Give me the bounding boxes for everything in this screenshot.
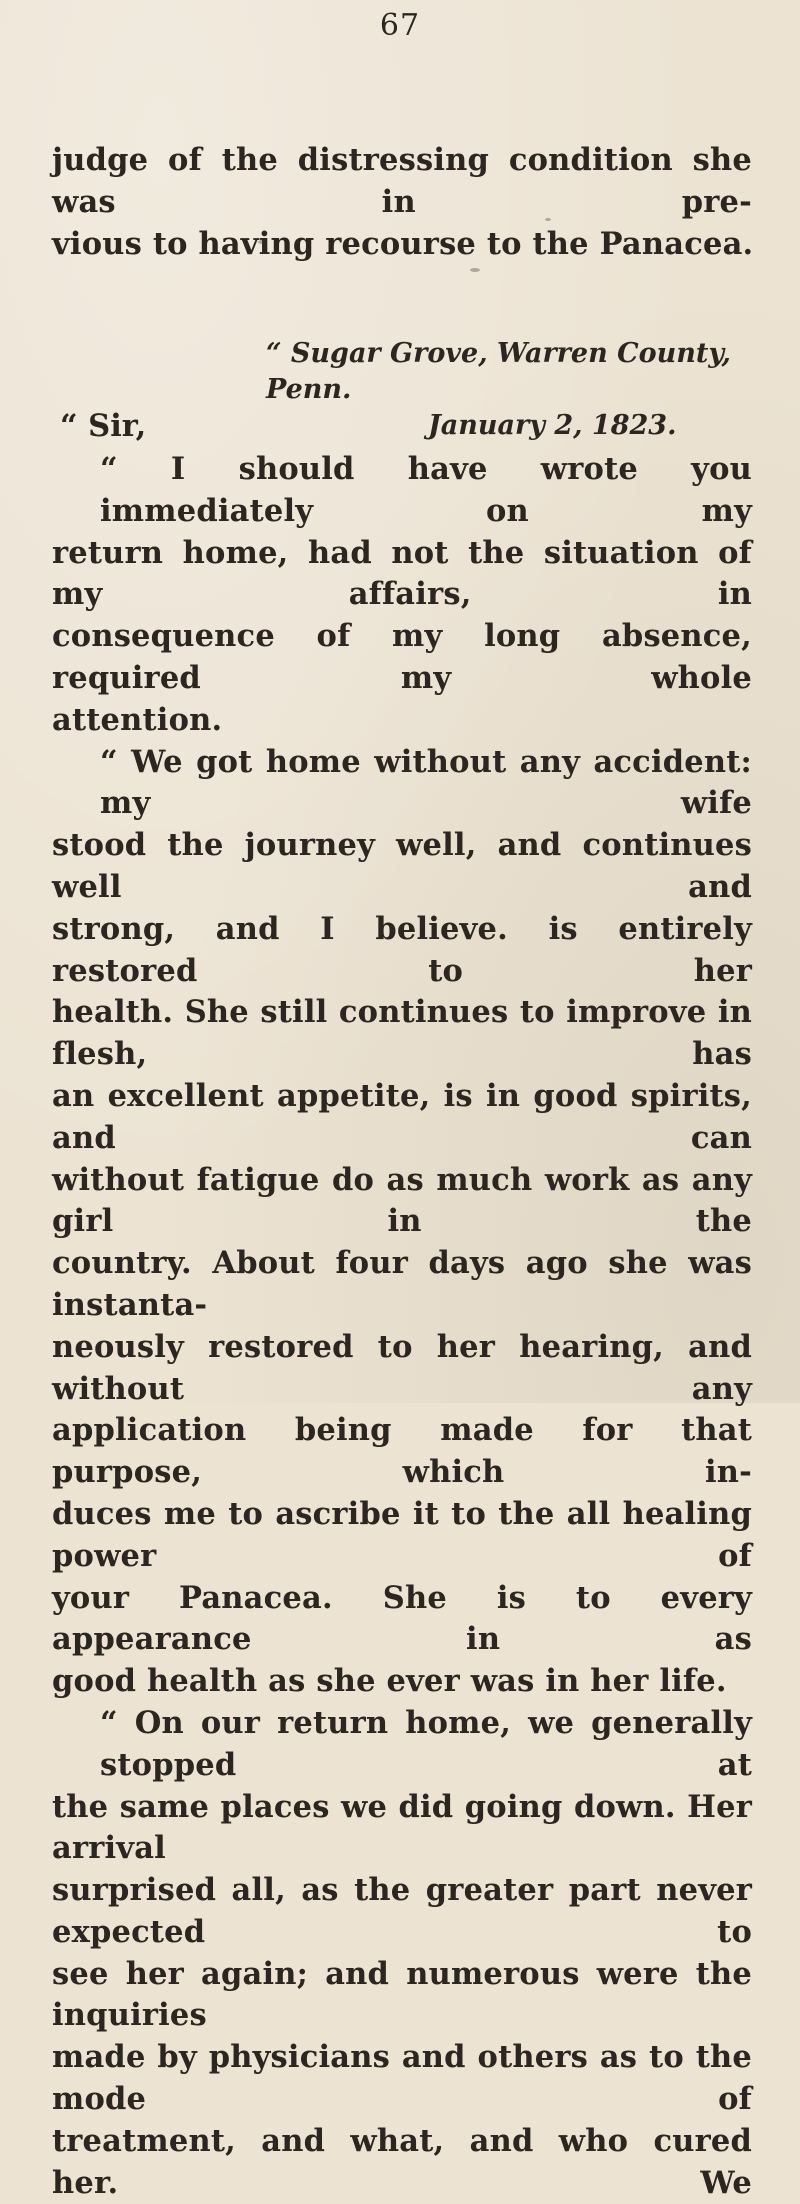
text-line: the same places we did going down. Her arrival bbox=[52, 1788, 752, 1867]
text-line: health. She still continues to improve in flesh, has bbox=[52, 994, 752, 1073]
text-line: “ I should have wrote you immediately on my bbox=[100, 451, 752, 529]
text-line: country. About four days ago she was instanta- bbox=[52, 1245, 752, 1323]
text-line: see her again; and numerous were the inquiries bbox=[52, 1955, 752, 2034]
text-line: treatment, and what, and who cured her. We bbox=[52, 2122, 752, 2201]
text-line: good health as she ever was in her life. bbox=[52, 1663, 727, 1700]
dateline-date: January 2, 1823. bbox=[428, 410, 677, 441]
letter-body bbox=[52, 449, 752, 2204]
text-line: vious to having recourse to the Panacea. bbox=[52, 225, 754, 262]
text-line: return home, had not the situation of my affairs, in bbox=[52, 534, 752, 613]
letter-salutation: “ Sir, bbox=[60, 408, 147, 444]
ink-speck bbox=[258, 240, 266, 244]
ink-speck bbox=[545, 218, 551, 221]
text-line: duces me to ascribe it to the all healing power of bbox=[52, 1495, 752, 1574]
page-number: 67 bbox=[379, 8, 421, 43]
text-line: consequence of my long absence, required my whole bbox=[52, 618, 752, 696]
text-line: strong, and I believe. is entirely restored to her bbox=[52, 910, 752, 989]
ink-speck bbox=[470, 268, 480, 272]
text-line: made by physicians and others as to the mode of bbox=[52, 2039, 752, 2118]
text-line: judge of the distressing condition she was in pre- bbox=[52, 142, 752, 220]
text-line: neously restored to her hearing, and without any bbox=[52, 1328, 752, 1407]
text-line: application being made for that purpose, which in- bbox=[52, 1412, 752, 1491]
text-line: surprised all, as the greater part never expected to bbox=[52, 1872, 752, 1950]
text-line: “ We got home without any accident: my wife bbox=[100, 743, 752, 822]
text-line: without fatigue do as much work as any girl in the bbox=[52, 1161, 752, 1240]
dateline-place: “ Sugar Grove, Warren County, Penn. bbox=[266, 338, 731, 405]
intro-paragraph bbox=[52, 140, 752, 265]
text-line: “ On our return home, we generally stopped at bbox=[100, 1704, 752, 1783]
text-line: an excellent appetite, is in good spirits, and can bbox=[52, 1077, 752, 1156]
text-line: attention. bbox=[52, 701, 223, 738]
text-line: stood the journey well, and continues well and bbox=[52, 827, 752, 905]
text-line: your Panacea. She is to every appearance in as bbox=[52, 1579, 752, 1658]
